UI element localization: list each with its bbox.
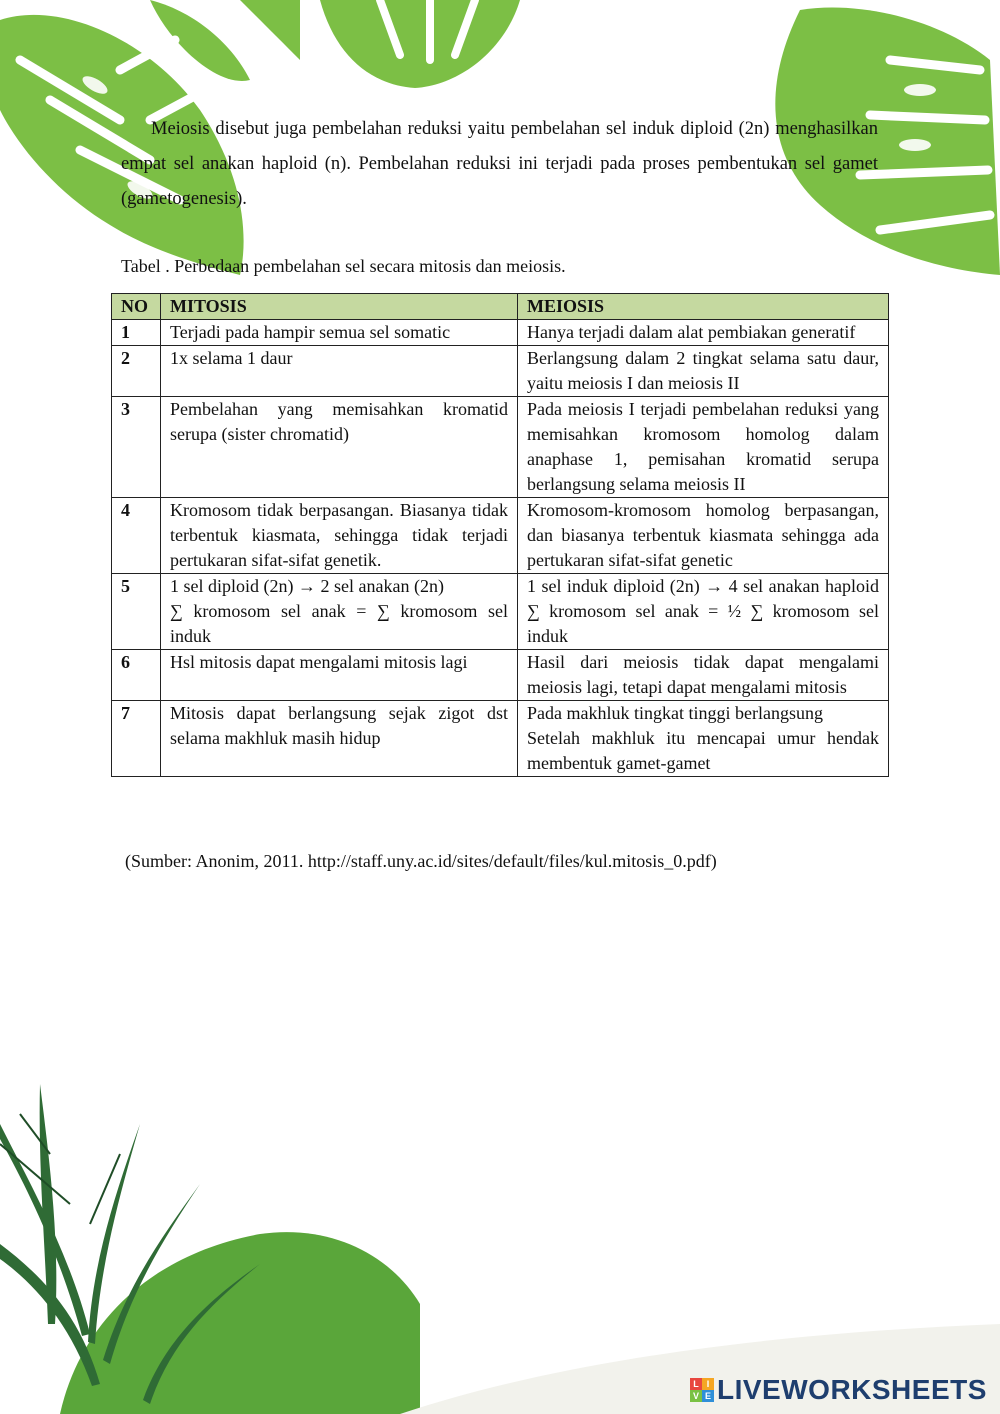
table-header-row <box>112 294 889 320</box>
meiosis-cell <box>518 498 889 574</box>
mitosis-cell <box>161 346 518 397</box>
mitosis-cell <box>161 701 518 777</box>
meiosis-text: Setelah makhluk itu mencapai umur hendak membentuk gamet-gamet <box>527 728 879 773</box>
meiosis-cell <box>518 701 889 777</box>
table-body <box>112 320 889 777</box>
table-caption: Tabel . Perbedaan pembelahan sel secara mitosis dan meiosis. <box>121 256 566 276</box>
meiosis-cell <box>518 397 889 498</box>
monstera-leaf-top-center <box>320 0 520 90</box>
mitosis-text: Pembelahan yang memisahkan kromatid serupa (sister chromatid) <box>170 399 508 444</box>
mitosis-text: Mitosis dapat berlangsung sejak zigot dst selama makhluk masih hidup <box>170 703 508 748</box>
mitosis-text: 1 sel diploid (2n) → 2 sel anakan (2n) <box>170 576 444 596</box>
logo-letter: E <box>702 1390 714 1402</box>
brand-name: LIVEWORKSHEETS <box>717 1374 987 1405</box>
logo-letter: V <box>690 1390 702 1402</box>
mitosis-cell <box>161 320 518 346</box>
table-row <box>112 320 889 346</box>
row-number: 3 <box>112 397 161 498</box>
row-number: 4 <box>112 498 161 574</box>
table-row <box>112 650 889 701</box>
row-number: 6 <box>112 650 161 701</box>
mitosis-cell <box>161 397 518 498</box>
palm-leaves-bottom-left <box>0 1084 420 1414</box>
mitosis-cell <box>161 650 518 701</box>
meiosis-cell <box>518 650 889 701</box>
meiosis-text: Hasil dari meiosis tidak dapat mengalami meiosis lagi, tetapi dapat mengalami mitosis <box>527 652 879 697</box>
meiosis-text: Berlangsung dalam 2 tingkat selama satu daur, yaitu meiosis I dan meiosis II <box>527 348 879 393</box>
mitosis-text: Kromosom tidak berpasangan. Biasanya tidak terbentuk kiasmata, sehingga tidak terjadi pertukaran sifat-sifat genetik. <box>170 500 508 570</box>
header-mitosis: MITOSIS <box>161 294 518 320</box>
row-number: 2 <box>112 346 161 397</box>
liveworksheets-brand <box>690 1375 987 1405</box>
row-number: 1 <box>112 320 161 346</box>
mitosis-cell <box>161 498 518 574</box>
meiosis-text: Kromosom-kromosom homolog berpasangan, dan biasanya terbentuk kiasmata sehingga ada pertukaran sifat-sifat genetic <box>527 500 879 570</box>
meiosis-cell <box>518 574 889 650</box>
header-meiosis: MEIOSIS <box>518 294 889 320</box>
table-row <box>112 397 889 498</box>
source-citation: (Sumber: Anonim, 2011. http://staff.uny.ac.id/sites/default/files/kul.mitosis_0.pdf) <box>125 851 717 871</box>
table-row <box>112 498 889 574</box>
comparison-table <box>111 293 889 777</box>
table-row <box>112 574 889 650</box>
table-row <box>112 346 889 397</box>
intro-paragraph: Meiosis disebut juga pembelahan reduksi yaitu pembelahan sel induk diploid (2n) menghasilkan empat sel anakan haploid (n). Pembelahan reduksi ini terjadi pada proses pembentukan sel gamet (gametogenesis). <box>121 119 878 209</box>
meiosis-text: 1 sel induk diploid (2n) → 4 sel anakan haploid ∑ kromosom sel anak = ½ ∑ kromosom sel induk <box>527 576 879 646</box>
meiosis-text: Pada meiosis I terjadi pembelahan reduksi yang memisahkan kromosom homolog dalam anaphase 1, pemisahan kromatid serupa berlangsung selama meiosis II <box>527 399 879 494</box>
meiosis-text: Pada makhluk tingkat tinggi berlangsung <box>527 703 823 723</box>
mitosis-cell <box>161 574 518 650</box>
meiosis-cell <box>518 346 889 397</box>
meiosis-cell <box>518 320 889 346</box>
mitosis-text: Terjadi pada hampir semua sel somatic <box>170 322 451 342</box>
table-row <box>112 701 889 777</box>
row-number: 5 <box>112 574 161 650</box>
mitosis-text: 1x selama 1 daur <box>170 348 293 368</box>
header-no: NO <box>112 294 161 320</box>
liveworksheets-logo-icon <box>690 1378 714 1402</box>
meiosis-text: Hanya terjadi dalam alat pembiakan generatif <box>527 322 856 342</box>
row-number: 7 <box>112 701 161 777</box>
mitosis-text: Hsl mitosis dapat mengalami mitosis lagi <box>170 652 468 672</box>
logo-letter: L <box>690 1378 702 1390</box>
mitosis-text: ∑ kromosom sel anak = ∑ kromosom sel induk <box>170 601 508 646</box>
logo-letter: I <box>702 1378 714 1390</box>
